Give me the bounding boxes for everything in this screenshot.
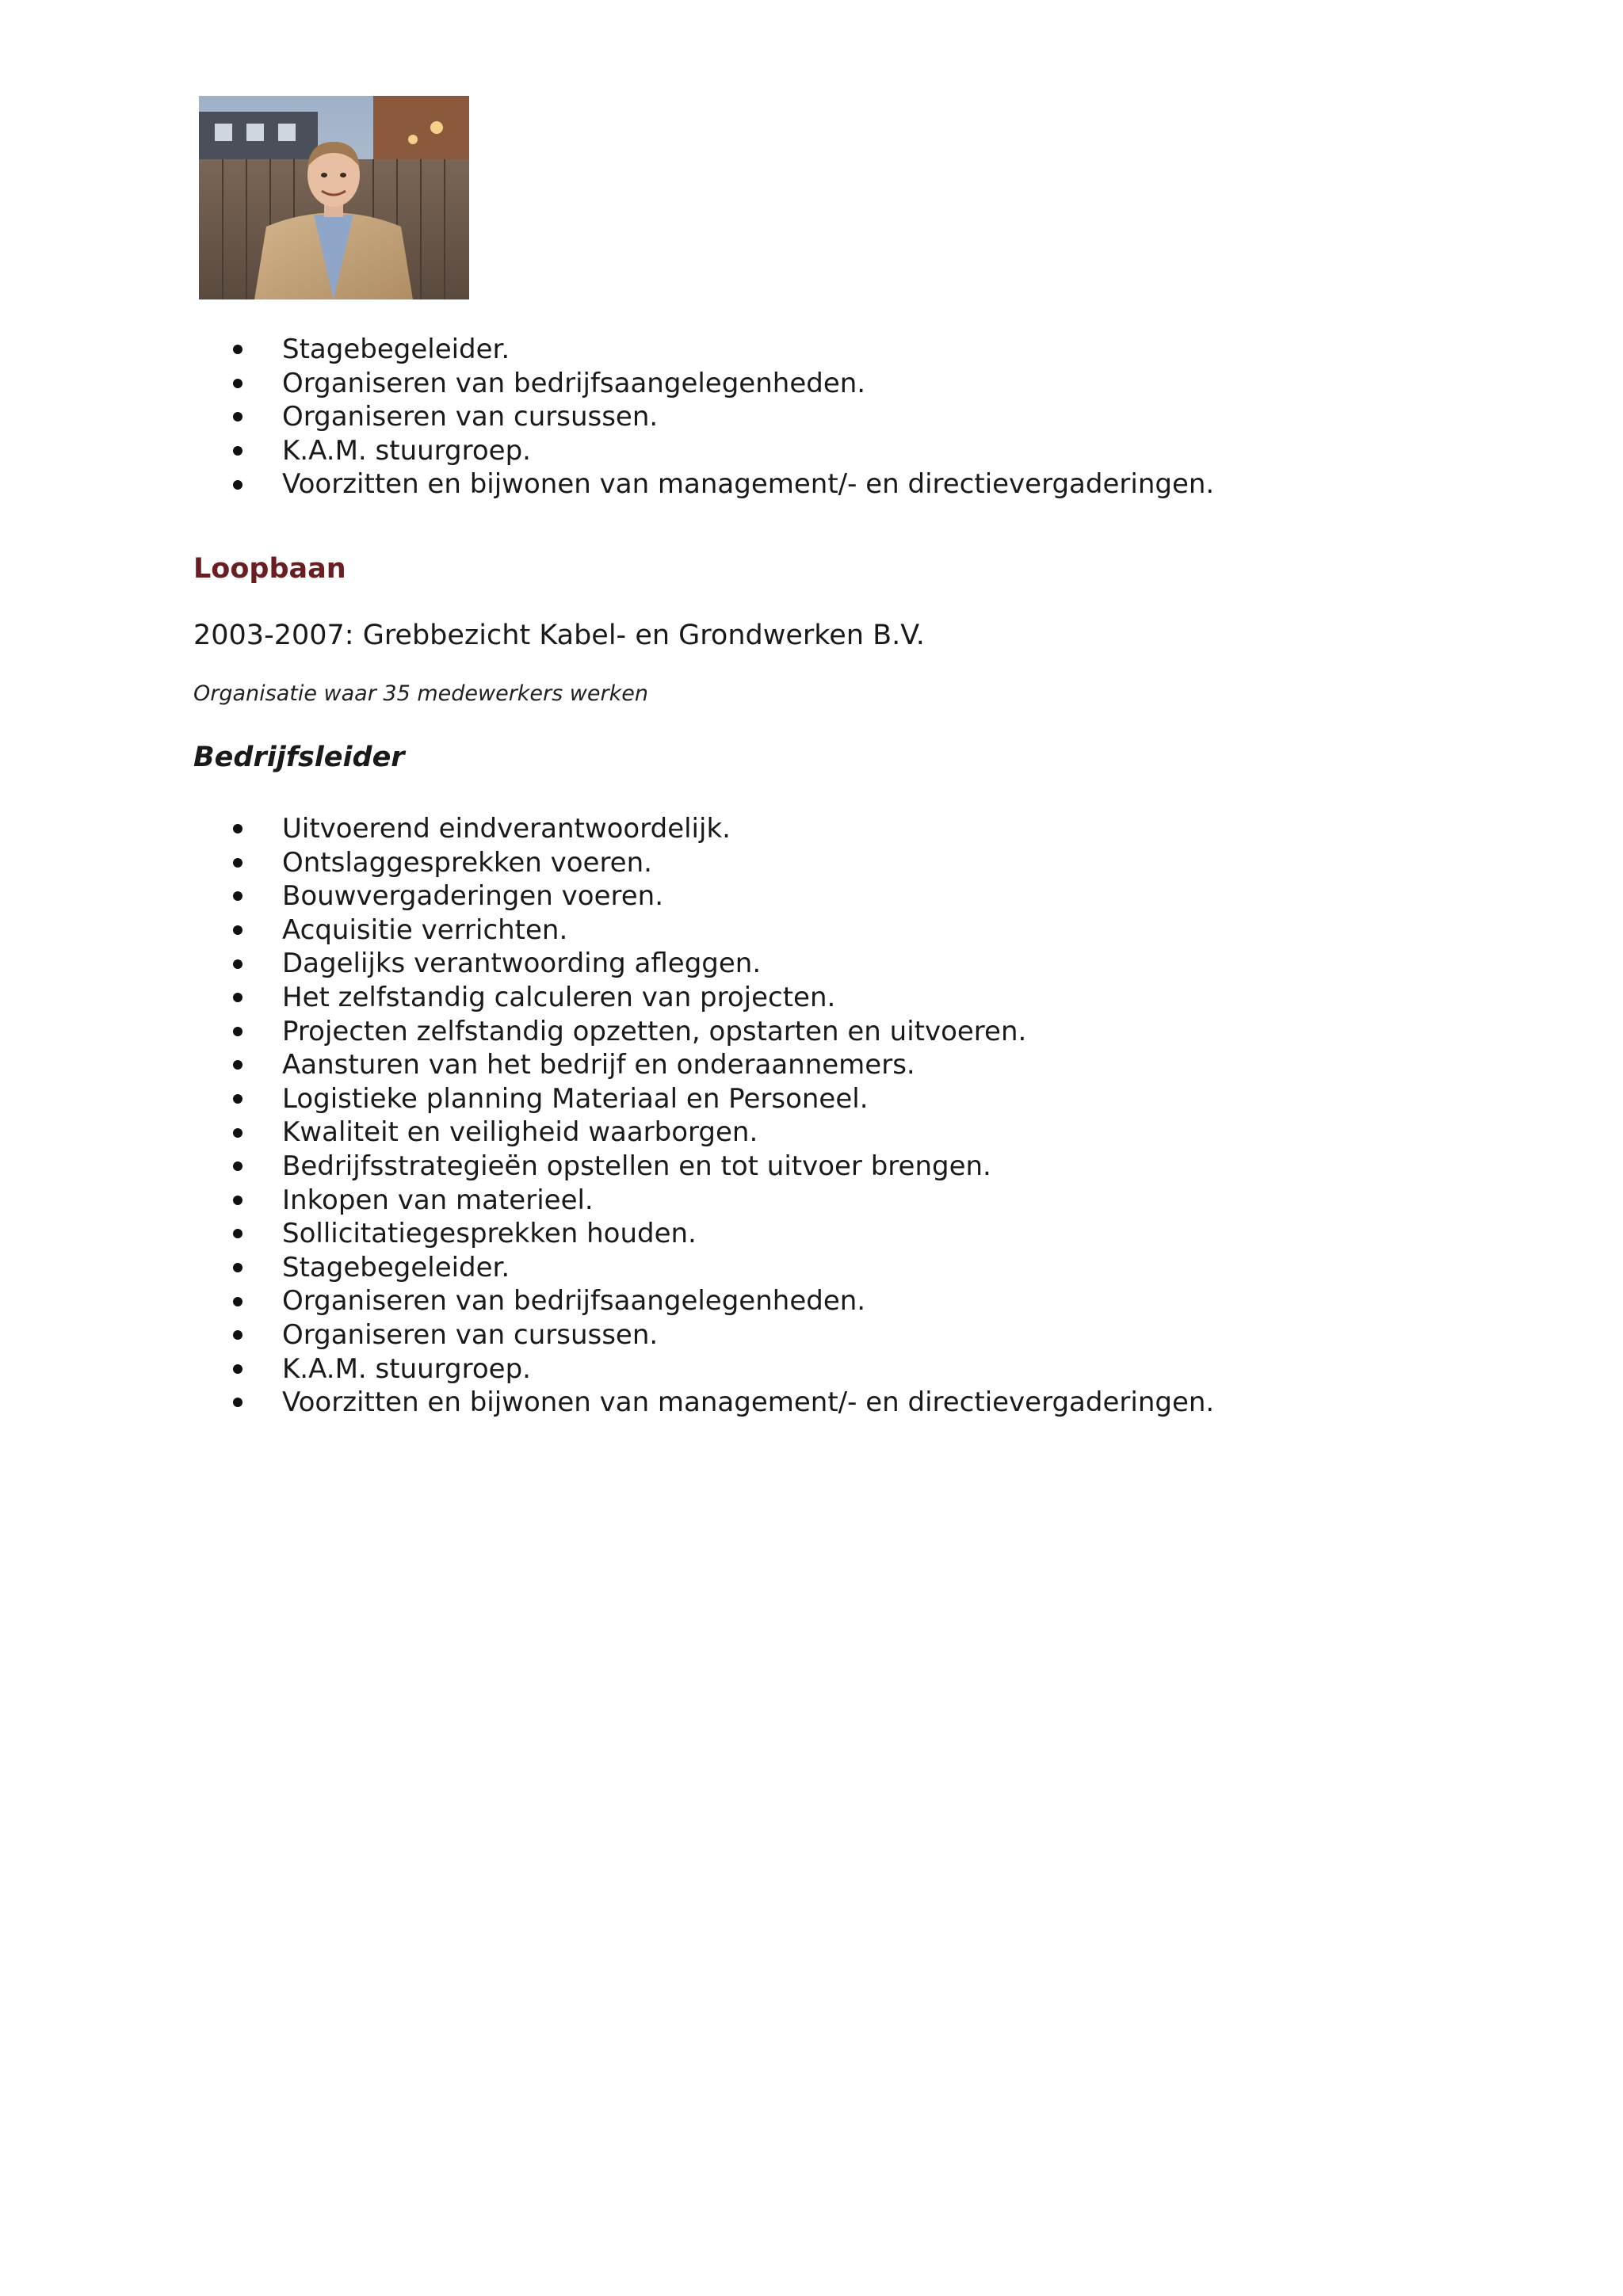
bullet-icon (233, 1128, 242, 1138)
bullet-icon (233, 1060, 242, 1070)
bullet-icon (233, 858, 242, 868)
bullet-icon (233, 993, 242, 1002)
duties-list (228, 812, 1214, 1420)
list-item: Stagebegeleider. (228, 333, 1214, 367)
list-item: Bedrijfsstrategieën opstellen en tot uitvoer brengen. (228, 1150, 1214, 1184)
bullet-icon (233, 1297, 242, 1306)
list-item: Bouwvergaderingen voeren. (228, 879, 1214, 913)
list-item: Stagebegeleider. (228, 1251, 1214, 1285)
bullet-icon (233, 1364, 242, 1374)
bullet-icon (233, 412, 242, 421)
bullet-icon (233, 480, 242, 490)
career-period-company: 2003-2007: Grebbezicht Kabel- en Grondwerken B.V. (193, 620, 925, 651)
organisation-note: Organisatie waar 35 medewerkers werken (193, 681, 648, 706)
list-item: Uitvoerend eindverantwoordelijk. (228, 812, 1214, 846)
bullet-icon (233, 1263, 242, 1272)
list-item: Dagelijks verantwoording afleggen. (228, 947, 1214, 981)
list-item: Logistieke planning Materiaal en Personeel. (228, 1082, 1214, 1116)
duties-list-continued (228, 333, 1214, 502)
bullet-icon (233, 1094, 242, 1104)
list-item: Voorzitten en bijwonen van management/- en directievergaderingen. (228, 1386, 1214, 1420)
bullet-icon (233, 345, 242, 354)
bullet-icon (233, 1161, 242, 1171)
list-item: Organiseren van bedrijfsaangelegenheden. (228, 1284, 1214, 1318)
list-item: Organiseren van cursussen. (228, 400, 1214, 434)
list-item: Aansturen van het bedrijf en onderaannemers. (228, 1048, 1214, 1082)
list-item: Projecten zelfstandig opzetten, opstarten en uitvoeren. (228, 1015, 1214, 1049)
list-item: Organiseren van bedrijfsaangelegenheden. (228, 367, 1214, 401)
list-item: Ontslaggesprekken voeren. (228, 846, 1214, 880)
bullet-icon (233, 1330, 242, 1340)
bullet-icon (233, 1229, 242, 1238)
list-item: Sollicitatiegesprekken houden. (228, 1217, 1214, 1251)
bullet-icon (233, 1196, 242, 1205)
section-heading-career: Loopbaan (193, 553, 346, 585)
list-item: Het zelfstandig calculeren van projecten. (228, 981, 1214, 1015)
bullet-icon (233, 446, 242, 456)
list-item: Acquisitie verrichten. (228, 913, 1214, 948)
list-item: Inkopen van materieel. (228, 1184, 1214, 1218)
job-title: Bedrijfsleider (193, 742, 405, 773)
bullet-icon (233, 1398, 242, 1407)
bullet-icon (233, 891, 242, 901)
bullet-icon (233, 959, 242, 969)
list-item: Kwaliteit en veiligheid waarborgen. (228, 1116, 1214, 1150)
bullet-icon (233, 925, 242, 935)
list-item: K.A.M. stuurgroep. (228, 1352, 1214, 1386)
list-item: Organiseren van cursussen. (228, 1318, 1214, 1352)
list-item: Voorzitten en bijwonen van management/- en directievergaderingen. (228, 467, 1214, 502)
bullet-icon (233, 379, 242, 388)
list-item: K.A.M. stuurgroep. (228, 434, 1214, 468)
profile-photo (199, 96, 469, 299)
bullet-icon (233, 824, 242, 833)
bullet-icon (233, 1027, 242, 1036)
